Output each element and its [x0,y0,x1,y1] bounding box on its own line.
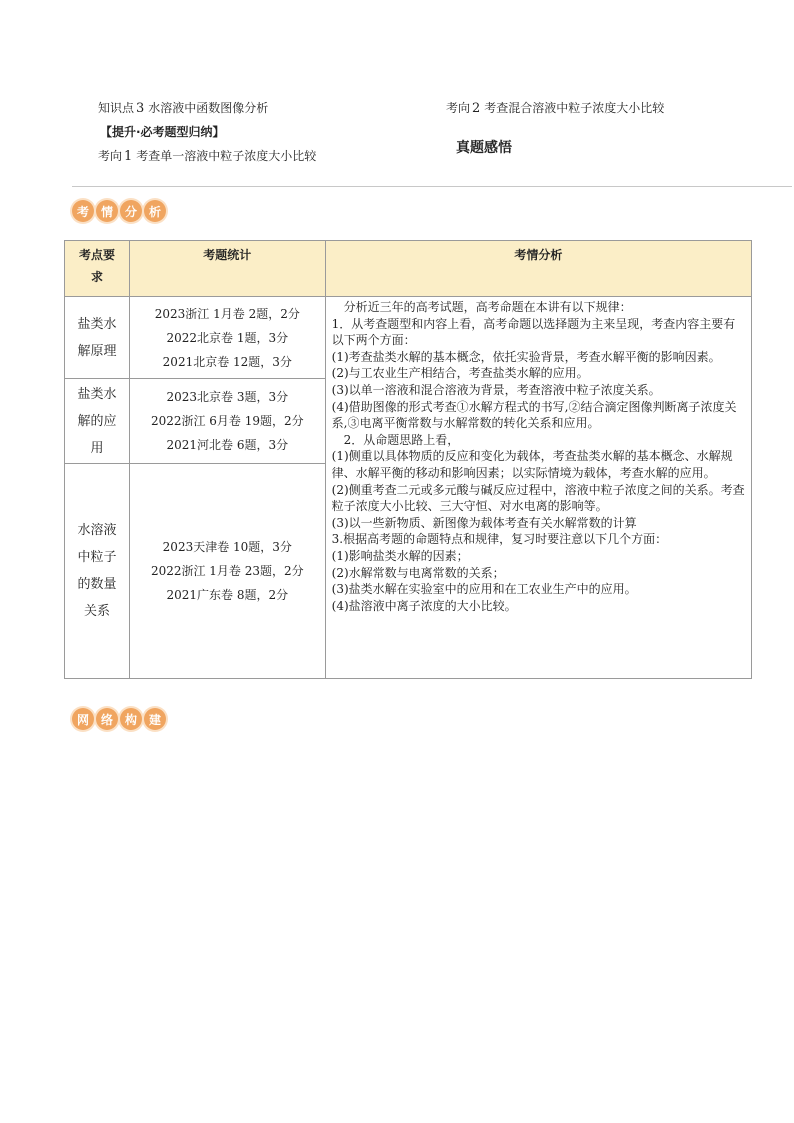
statistics-cell: 2023北京卷 3题，3分 2022浙江 6月卷 19题，2分 2021河北卷 6题，3分 [129,379,325,464]
badge-char: 分 [120,200,142,222]
toc-dir2-prefix: 考向 [446,101,471,115]
header-requirement: 考点要求 [65,241,130,297]
section-badge-exam-analysis [72,198,168,224]
badge-char: 析 [144,200,166,222]
requirement-cell: 水溶液 中粒子 的数量 关系 [65,464,130,679]
toc-real-questions[interactable]: 真题感悟 [456,140,512,156]
requirement-cell: 盐类水 解原理 [65,297,130,379]
toc-knowledge-point-3[interactable] [98,100,268,117]
toc-upgrade[interactable]: 【提升·必考题型归纳】 [100,125,225,139]
badge-char: 情 [96,200,118,222]
badge-char: 建 [144,708,166,730]
header-statistics: 考题统计 [129,241,325,297]
toc-dir1-num: 1 [124,149,133,164]
badge-char: 网 [72,708,94,730]
divider [72,186,792,187]
section-badge-network [72,706,168,732]
toc-kp3-prefix: 知识点 [98,101,135,115]
toc-dir1-prefix: 考向 [98,149,123,163]
badge-char: 构 [120,708,142,730]
analysis-cell: 分析近三年的高考试题，高考命题在本讲有以下规律： 1．从考查题型和内容上看，高考命题以选择题为主来呈现，考查内容主要有以下两个方面： (1)考查盐类水解的基本概念，依托实验背景，考查水解平衡的影响因素。 (2)与工农业生产相结合，考查盐类水解的应用。 (3)以单一溶液和混合溶液为背景，考查溶液中粒子浓度关系。 (4)借助图像的形式考查①水解方程式的书写,②结合滴定图像判断离子浓度关系,③电离平衡常数与水解常数的转化关系和应用。 2．从命题思路上看， (1)侧重以具体物质的反应和变化为载体，考查盐类水解的基本概念、水解规律、水解平衡的移动和影响因素；以实际情境为载体，考查水解的应用。 (2)侧重考查二元或多元酸与碱反应过程中，溶液中粒子浓度之间的关系。考查粒子浓度大小比较、三大守恒、对水电离的影响等。 (3)以一些新物质、新图像为载体考查有关水解常数的计算 3.根据高考题的命题特点和规律，复习时要注意以下几个方面： (1)影响盐类水解的因素； (2)水解常数与电离常数的关系； (3)盐类水解在实验室中的应用和在工农业生产中的应用。 (4)盐溶液中离子浓度的大小比较。 [325,297,751,679]
exam-analysis-table [64,240,752,679]
badge-char: 络 [96,708,118,730]
badge-char: 考 [72,200,94,222]
toc-dir2-num: 2 [472,101,481,116]
requirement-cell: 盐类水 解的应 用 [65,379,130,464]
toc-dir1-title: 考查单一溶液中粒子浓度大小比较 [136,149,317,163]
toc-dir2-title: 考查混合溶液中粒子浓度大小比较 [484,101,665,115]
statistics-cell: 2023天津卷 10题，3分 2022浙江 1月卷 23题，2分 2021广东卷 8题，2分 [129,464,325,679]
toc-direction-1[interactable] [98,148,316,165]
toc-direction-2[interactable] [446,100,664,117]
header-analysis: 考情分析 [325,241,751,297]
toc-kp3-title: 水溶液中函数图像分析 [148,101,269,115]
toc-kp3-num: 3 [136,101,145,116]
statistics-cell: 2023浙江 1月卷 2题，2分 2022北京卷 1题，3分 2021北京卷 12题，3分 [129,297,325,379]
